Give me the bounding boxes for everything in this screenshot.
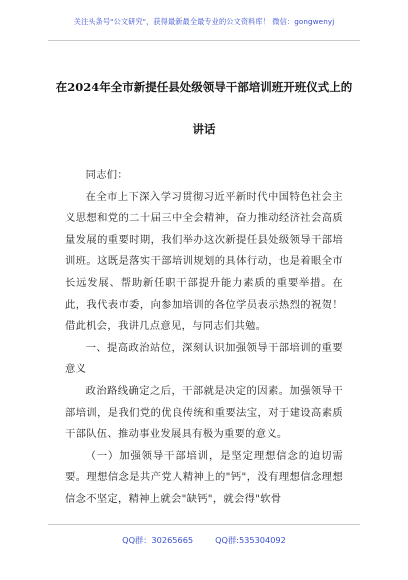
footer-contact bbox=[0, 535, 408, 546]
footer-qq-group-1: QQ群：30265665 bbox=[122, 535, 194, 545]
document-title-continued: 讲话 bbox=[192, 122, 216, 136]
section-heading: 一、提高政治站位，深刻认识加强领导干部培训的重要意义 bbox=[65, 341, 343, 376]
body-paragraph: 在全市上下深入学习贯彻习近平新时代中国特色社会主义思想和党的二十届三中全会精神，奋力推动经济社会高质量发展的重要时期，我们举办这次新提任县处级领导干部培训班。这既是落实干部培训规划的具体行动，也是着眼全市长远发展、帮助新任职干部提升能力素质的重要举措。在此，我代表市委，向参加培训的各位学员表示热烈的祝贺！借此机会，我讲几点意见，与同志们共勉。 bbox=[65, 190, 343, 333]
body-paragraph: （一）加强领导干部培训，是坚定理想信念的迫切需要。理想信念是共产党人精神上的"钙"，没有理想信念理想信念不坚定，精神上就会"缺钙"，就会得"软骨 bbox=[65, 449, 343, 505]
salutation: 同志们： bbox=[85, 169, 128, 181]
header-promo-note: 关注头条号"公文研究"，获得最新最全最专业的公文资料库！ 微信：gongwenyj bbox=[73, 17, 335, 26]
footer-qq-group-2: QQ群:535304092 bbox=[215, 535, 286, 545]
footer-divider bbox=[48, 524, 360, 525]
header-divider bbox=[48, 40, 360, 41]
document-title: 在2024年全市新提任县处级领导干部培训班开班仪式上的 bbox=[55, 80, 353, 94]
document-body bbox=[65, 165, 343, 511]
body-paragraph: 政治路线确定之后，干部就是决定的因素。加强领导干部培训，是我们党的优良传统和重要法宝，对于建设高素质干部队伍、推动事业发展具有极为重要的意义。 bbox=[65, 384, 343, 441]
